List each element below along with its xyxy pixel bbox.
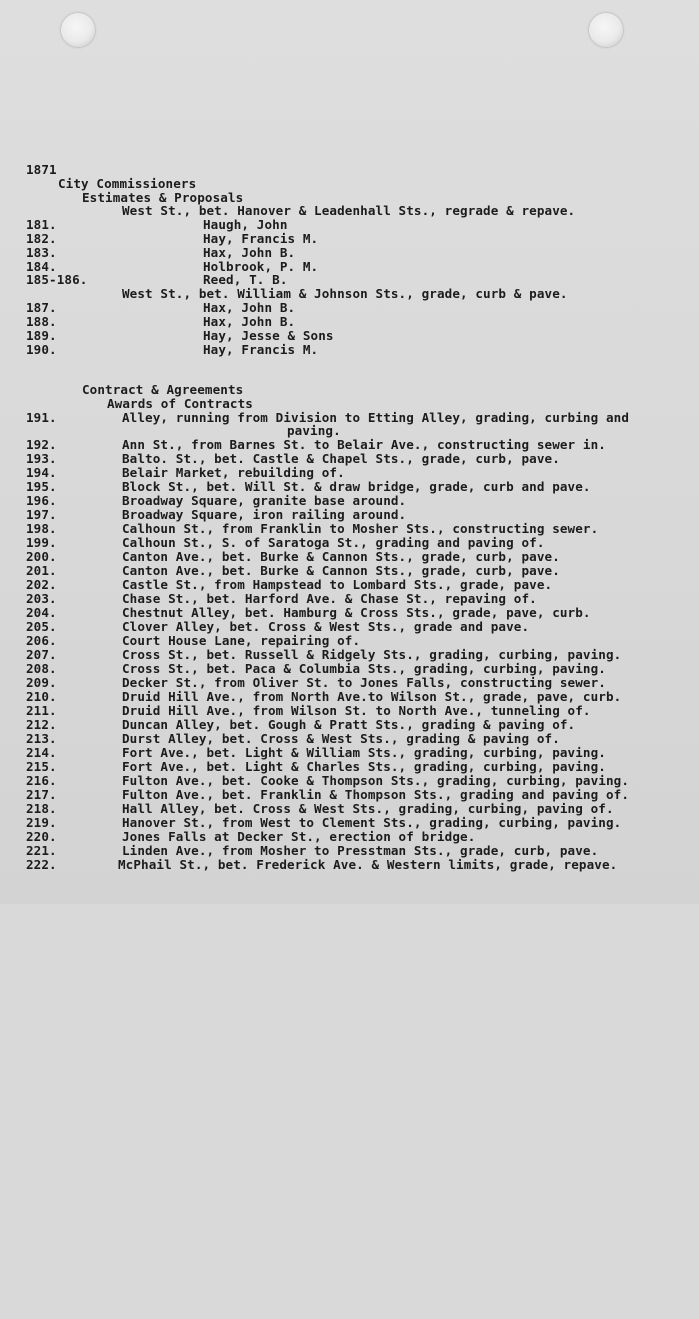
contract-text: Duncan Alley, bet. Gough & Pratt Sts., grading & paving of. [122,717,576,732]
estimate-number: 183. [26,245,57,260]
contract-text: Chestnut Alley, bet. Hamburg & Cross Sts., grade, pave, curb. [122,605,591,620]
contract-number: 206. [26,633,57,648]
contract-number: 195. [26,479,57,494]
contract-number: 216. [26,773,57,788]
contract-number: 213. [26,731,57,746]
contract-text: Castle St., from Hampstead to Lombard Sts., grade, pave. [122,577,553,592]
contract-number: 199. [26,535,57,550]
contracts-heading: Contract & Agreements [82,382,244,397]
contract-number: 198. [26,521,57,536]
estimate-number: 185-186. [26,272,88,287]
contract-number: 205. [26,619,57,634]
contract-text: Calhoun St., S. of Saratoga St., grading and paving of. [122,535,545,550]
contract-text-continued: paving. [287,423,341,438]
contract-number: 191. [26,410,57,425]
contract-number: 192. [26,437,57,452]
estimate-name: Hay, Francis M. [203,231,319,246]
contract-text: Canton Ave., bet. Burke & Cannon Sts., grade, curb, pave. [122,549,560,564]
contract-number: 211. [26,703,57,718]
estimate-name: Hay, Jesse & Sons [203,328,334,343]
contract-number: 220. [26,829,57,844]
contract-text: Fort Ave., bet. Light & Charles Sts., grading, curbing, paving. [122,759,606,774]
estimate-name: Haugh, John [203,217,288,232]
contract-text: Hanover St., from West to Clement Sts., grading, curbing, paving. [122,815,622,830]
contract-number: 215. [26,759,57,774]
contract-number: 210. [26,689,57,704]
contract-number: 203. [26,591,57,606]
contract-number: 208. [26,661,57,676]
contract-text: Decker St., from Oliver St. to Jones Falls, constructing sewer. [122,675,606,690]
contract-number: 209. [26,675,57,690]
contracts-subheading: Awards of Contracts [107,396,253,411]
contract-number: 217. [26,787,57,802]
contract-text: Jones Falls at Decker St., erection of bridge. [122,829,476,844]
contract-text: Broadway Square, iron railing around. [122,507,407,522]
contract-text: Druid Hill Ave., from North Ave.to Wilson St., grade, pave, curb. [122,689,622,704]
contract-text: Block St., bet. Will St. & draw bridge, grade, curb and pave. [122,479,591,494]
contract-number: 219. [26,815,57,830]
contract-number: 194. [26,465,57,480]
contract-text: Balto. St., bet. Castle & Chapel Sts., grade, curb, pave. [122,451,560,466]
contract-number: 214. [26,745,57,760]
contract-text: Fulton Ave., bet. Franklin & Thompson Sts., grading and paving of. [122,787,630,802]
contract-number: 196. [26,493,57,508]
estimate-number: 187. [26,300,57,315]
contract-number: 200. [26,549,57,564]
contract-text: Cross St., bet. Russell & Ridgely Sts., grading, curbing, paving. [122,647,622,662]
contract-number: 221. [26,843,57,858]
contract-text: Canton Ave., bet. Burke & Cannon Sts., grade, curb, pave. [122,563,560,578]
section-heading: City Commissioners [58,176,197,191]
contract-text: Clover Alley, bet. Cross & West Sts., grade and pave. [122,619,530,634]
contract-text: Alley, running from Division to Etting Alley, grading, curbing and [122,410,630,425]
contract-text: Calhoun St., from Franklin to Mosher Sts., constructing sewer. [122,521,599,536]
contract-text: Hall Alley, bet. Cross & West Sts., grading, curbing, paving of. [122,801,614,816]
year-label: 1871 [26,162,57,177]
estimate-name: Hax, John B. [203,245,296,260]
estimate-number: 181. [26,217,57,232]
contract-number: 202. [26,577,57,592]
contract-text: McPhail St., bet. Frederick Ave. & Western limits, grade, repave. [118,857,618,872]
contract-number: 204. [26,605,57,620]
contract-number: 197. [26,507,57,522]
estimate-name: Hay, Francis M. [203,342,319,357]
estimate-name: Hax, John B. [203,300,296,315]
estimates-heading: Estimates & Proposals [82,190,244,205]
contract-text: Cross St., bet. Paca & Columbia Sts., grading, curbing, paving. [122,661,606,676]
estimate-name: Holbrook, P. M. [203,259,319,274]
contract-text: Court House Lane, repairing of. [122,633,361,648]
estimate-number: 188. [26,314,57,329]
contract-number: 193. [26,451,57,466]
contract-text: Fulton Ave., bet. Cooke & Thompson Sts., grading, curbing, paving. [122,773,630,788]
contract-text: Druid Hill Ave., from Wilson St. to North Ave., tunneling of. [122,703,591,718]
contract-number: 222. [26,857,57,872]
contract-text: Belair Market, rebuilding of. [122,465,345,480]
estimate-number: 190. [26,342,57,357]
contract-text: Broadway Square, granite base around. [122,493,407,508]
estimate-street: West St., bet. William & Johnson Sts., grade, curb & pave. [122,286,568,301]
estimate-name: Hax, John B. [203,314,296,329]
estimate-number: 189. [26,328,57,343]
contract-number: 207. [26,647,57,662]
estimate-name: Reed, T. B. [203,272,288,287]
contract-number: 218. [26,801,57,816]
contract-text: Durst Alley, bet. Cross & West Sts., grading & paving of. [122,731,560,746]
contract-text: Linden Ave., from Mosher to Presstman Sts., grade, curb, pave. [122,843,599,858]
contract-text: Fort Ave., bet. Light & William Sts., grading, curbing, paving. [122,745,606,760]
contract-text: Ann St., from Barnes St. to Belair Ave., constructing sewer in. [122,437,606,452]
estimate-number: 182. [26,231,57,246]
estimate-number: 184. [26,259,57,274]
estimate-street: West St., bet. Hanover & Leadenhall Sts., regrade & repave. [122,203,576,218]
contract-number: 212. [26,717,57,732]
contract-text: Chase St., bet. Harford Ave. & Chase St., repaving of. [122,591,537,606]
contract-number: 201. [26,563,57,578]
